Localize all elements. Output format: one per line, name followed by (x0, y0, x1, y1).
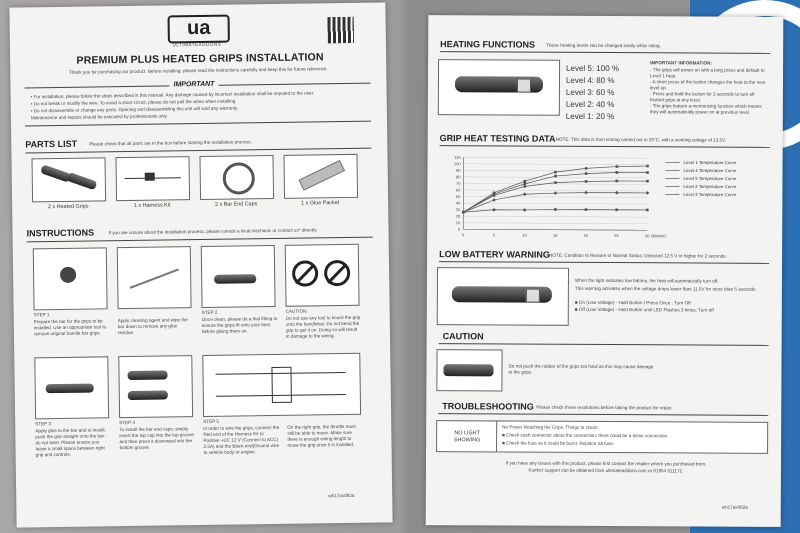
chart-x-tick-label: 15 (552, 232, 558, 238)
step-text: Apply glue to the bar and to install, push the grip straight onto the bar - do not twist. Please ensure you leave a small space between right grip and controls. (35, 427, 107, 458)
grip-heating-image (438, 59, 560, 116)
instructions-heading: INSTRUCTIONS (26, 227, 95, 239)
part-label: 1 x Glue Packet (301, 200, 340, 207)
step-label: STEP 2 (201, 309, 218, 315)
heat-level-item: Level 1: 20 % (565, 111, 615, 122)
chart-y-tick-label: 110 (454, 154, 461, 160)
step-3-image (34, 356, 109, 419)
step-2-image (201, 245, 276, 308)
trouble-issue-cell (436, 420, 498, 452)
part-bar-end-caps-image (199, 155, 274, 200)
instructions-subtitle: If you are unsure about the installation process, please consult a local mechanic or contact us* directly. (108, 227, 318, 236)
chart-x-tick-label: 0 (462, 232, 465, 238)
chart-data-point (646, 209, 649, 212)
chart-data-point (585, 172, 588, 175)
step-text: Prepare the bar for the grips to be installed. Use an appropriate tool to remove original handle bar grips. (33, 318, 107, 337)
chart-x-axis (463, 229, 647, 230)
step-label: STEP 1 (33, 312, 50, 318)
qr-code-icon (328, 17, 354, 43)
low-battery-line: ■ Off (Low Voltage) - Hold Button until LED Flashes 3 times: Turn off (574, 306, 714, 313)
heat-testing-heading: GRIP HEAT TESTING DATA (439, 133, 556, 144)
part-glue-packet-image (283, 154, 358, 199)
step-text: To install the bar end caps, simply insert the top cap into the top groove and then press it downward into the bottom groove. (119, 426, 194, 451)
chart-y-tick-label: 90 (456, 167, 461, 173)
chart-x-tick-label: 25 (614, 233, 619, 239)
important-heading: IMPORTANT (169, 81, 218, 89)
step-label: STEP 4 (119, 419, 135, 426)
intro-text: Thank you for purchasing our product. Before installing, please read the instructions carefully and keep this for future reference. (68, 66, 328, 75)
chart-x-tick-label: 5 (492, 232, 495, 238)
chart-data-point (523, 185, 526, 188)
important-line: • Do not disassemble or change any parts. Opening and disassembling this unit will void any warranty. (30, 105, 239, 114)
important-info-line: - Press and hold the button for 3 seconds to turn off heated grips at any level. (649, 91, 755, 103)
footer-text: If you have any issues with this product, please first contact the retailer where you purchased from. (505, 460, 707, 467)
low-battery-line: This warning activates when the voltage drops lower than 11.5V for more than 5 seconds. (574, 285, 757, 292)
chart-data-point (554, 191, 558, 195)
parts-list-subtitle: Please check that all parts are in the box before starting the installation process. (89, 139, 252, 147)
chart-data-point (646, 165, 649, 168)
heat-level-item: Level 4: 80 % (565, 75, 615, 86)
chart-legend-label: Level 2 Temperature Curve (683, 183, 737, 190)
chart-data-point (615, 208, 618, 211)
important-info-line: - The grips feature a memorising function which means they will automatically power on at previous level. (649, 103, 762, 115)
heat-testing-note: NOTE: This data is from testing carried out in 26°C, with a working voltage of 13.5V. (555, 136, 727, 143)
chart-data-point (523, 180, 526, 183)
step-5-image (202, 353, 361, 417)
chart-y-tick-label: 30 (455, 207, 461, 213)
chart-data-point (554, 181, 557, 184)
heat-level-item: Level 3: 60 % (565, 87, 615, 98)
chart-legend-label: Level 5 Temperature Curve (683, 175, 737, 182)
important-info-line: - A short press of the button changes the heat to the next level up. (649, 79, 766, 91)
chart-data-point (585, 180, 588, 183)
chart-data-point (585, 208, 588, 211)
heating-functions-heading: HEATING FUNCTIONS (440, 39, 536, 50)
trouble-resolution-cell (496, 420, 768, 453)
chart-data-point (523, 192, 527, 196)
low-battery-image (437, 267, 569, 326)
chart-legend-label: Level 4 Temperature Curve (683, 167, 737, 174)
chart-data-point (462, 211, 465, 214)
caution-grip-image (436, 349, 502, 391)
chart-data-point (646, 191, 650, 195)
step-4-image (118, 355, 193, 418)
chart-x-axis-label: (Minute) (651, 233, 666, 239)
chart-y-tick-label: 80 (456, 174, 461, 180)
document-code: wh17ax082a (328, 492, 355, 499)
installation-sheet (9, 2, 392, 527)
chart-data-point (615, 180, 618, 183)
part-label: 2 x Bar End Caps (214, 201, 258, 208)
heat-testing-chart (437, 151, 767, 243)
chart-data-point (616, 165, 619, 168)
chart-gridline (464, 164, 648, 165)
caution-text: Do not push the rubber of the grips too hard as this may cause damage to the grips. (508, 363, 654, 375)
chart-gridline (463, 216, 647, 217)
troubleshooting-heading: TROUBLESHOOTING (442, 401, 534, 412)
trouble-resolution-line: ■ Check each connector about the connection: there could be a loose connection. (502, 432, 669, 439)
important-line: • For installation, please follow the steps described in this manual. Any damage caused by incorrect installation shall be imputed to the user. (30, 90, 315, 100)
chart-data-point (492, 198, 496, 202)
chart-gridline (463, 203, 647, 204)
part-harness-kit-image (115, 156, 190, 201)
brand-logo: ua (168, 15, 230, 44)
chart-data-point (523, 182, 526, 185)
chart-legend-label: Level 3 Temperature Curve (683, 191, 737, 198)
chart-x-tick-label: 20 (583, 232, 589, 238)
chart-y-tick-label: 10 (455, 220, 461, 226)
chart-y-tick-label: 70 (455, 180, 461, 186)
footer-text: Further support can be obtained from ultimateaddons.com or 01954 611172. (528, 467, 684, 474)
chart-y-tick-label: 0 (457, 226, 461, 232)
chart-legend-label: Level 1 Temperature Curve (683, 159, 737, 166)
chart-data-point (646, 171, 649, 174)
chart-data-point (493, 208, 496, 211)
chart-data-point (523, 209, 526, 212)
heat-level-item: Level 2: 40 % (565, 99, 615, 110)
chart-y-tick-label: 100 (453, 161, 461, 167)
chart-data-point (493, 194, 496, 197)
chart-gridline (463, 190, 647, 191)
brand-logo-subtitle: ULTIMATEADDONS (172, 41, 222, 48)
heating-functions-subtitle: These heating levels can be changed easily while riding. (546, 42, 661, 49)
chart-y-tick-label: 50 (455, 193, 461, 200)
important-info-line: - The grips will power on with a long press and default to Level 1 heat. (650, 67, 765, 79)
chart-x-tick-label: 10 (522, 232, 527, 238)
step-label: CAUTION: (285, 308, 308, 314)
step-label: STEP 5 (203, 418, 219, 424)
step-text: Do not use any tool to knock the grip onto the handlebar. Do not bend the grip to get it on. Doing so will result in damage to the wiring. (285, 314, 361, 339)
document-code: wh17ax082a (721, 504, 748, 510)
important-section (24, 79, 371, 132)
chart-y-tick-label: 40 (455, 200, 461, 206)
trouble-resolution-line: No Power Reaching the Grips. Things to check: (502, 424, 599, 430)
trouble-resolution-line: ■ Check the fuse as it could be burnt. Replace 4A fuse. (502, 440, 615, 447)
step-text: Once clean, please do a trial fitting to ensure the grips fit onto your bars before gluing them on. (201, 315, 278, 334)
low-battery-note: NOTE: Condition to Restore to Normal Status: Detected 12.5 V or higher for 2 seconds. (549, 252, 727, 259)
low-battery-line: When the light indicates low battery, the heat will automatically turn off. (574, 277, 719, 284)
chart-data-point (584, 191, 588, 195)
troubleshooting-subtitle: Please check these resolutions before taking the product for repair. (536, 404, 673, 411)
chart-data-point (585, 167, 588, 170)
specifications-sheet (426, 15, 784, 527)
important-info-heading: IMPORTANT INFORMATION: (650, 60, 712, 66)
chart-gridline (463, 223, 647, 224)
part-label: 1 x Harness Kit (133, 202, 171, 209)
important-line: Maintenance and repairs should be executed by professionals only. (30, 113, 168, 121)
step-label: STEP 3 (35, 421, 51, 427)
chart-data-point (554, 171, 557, 174)
chart-gridline (464, 157, 648, 158)
step-1-image (33, 247, 108, 310)
chart-y-tick-label: 20 (455, 213, 461, 219)
chart-data-point (554, 208, 557, 211)
important-line: • Do not break or modify the wire. To avoid a short circuit, please do not pull the wires when installing. (30, 98, 237, 107)
caution-image (285, 244, 360, 307)
page-title: PREMIUM PLUS HEATED GRIPS INSTALLATION (76, 51, 324, 67)
step-text: Apply cleaning agent and wipe the bar down to remove any glue residue. (117, 317, 188, 336)
low-battery-line: ■ On (Low Voltage) - Hold Button / Press Once : Turn Off (574, 299, 691, 306)
step-text: On the right grip, the throttle must still be able to move. Make sure there is enough wiring length to move the grip once it is installed. (287, 423, 356, 448)
chart-data-point (615, 191, 619, 195)
chart-data-point (646, 180, 649, 183)
caution-heading: CAUTION (442, 331, 484, 342)
step-clean-image (117, 246, 192, 309)
step-text: In order to wire the grips, connect the Red end of the Harness Kit to Positive +DC 12 V (Connect to ACC) 2.5A) and the Black end(Ground wire to vehicle body or engine. (203, 424, 280, 455)
chart-y-tick-label: 60 (455, 187, 461, 193)
chart-x-tick-label: 30 (644, 233, 650, 239)
low-battery-heading: LOW BATTERY WARNING (439, 249, 550, 260)
heat-level-item: Level 5: 100 % (566, 63, 620, 74)
trouble-issue-label: NO LIGHT SHOWING (453, 430, 481, 444)
part-heated-grips-image (31, 157, 106, 202)
part-label: 2 x Heated Grips (47, 203, 89, 211)
parts-list-heading: PARTS LIST (25, 138, 78, 150)
chart-data-point (554, 175, 557, 178)
chart-data-point (616, 171, 619, 174)
chart-data-point (493, 191, 496, 194)
